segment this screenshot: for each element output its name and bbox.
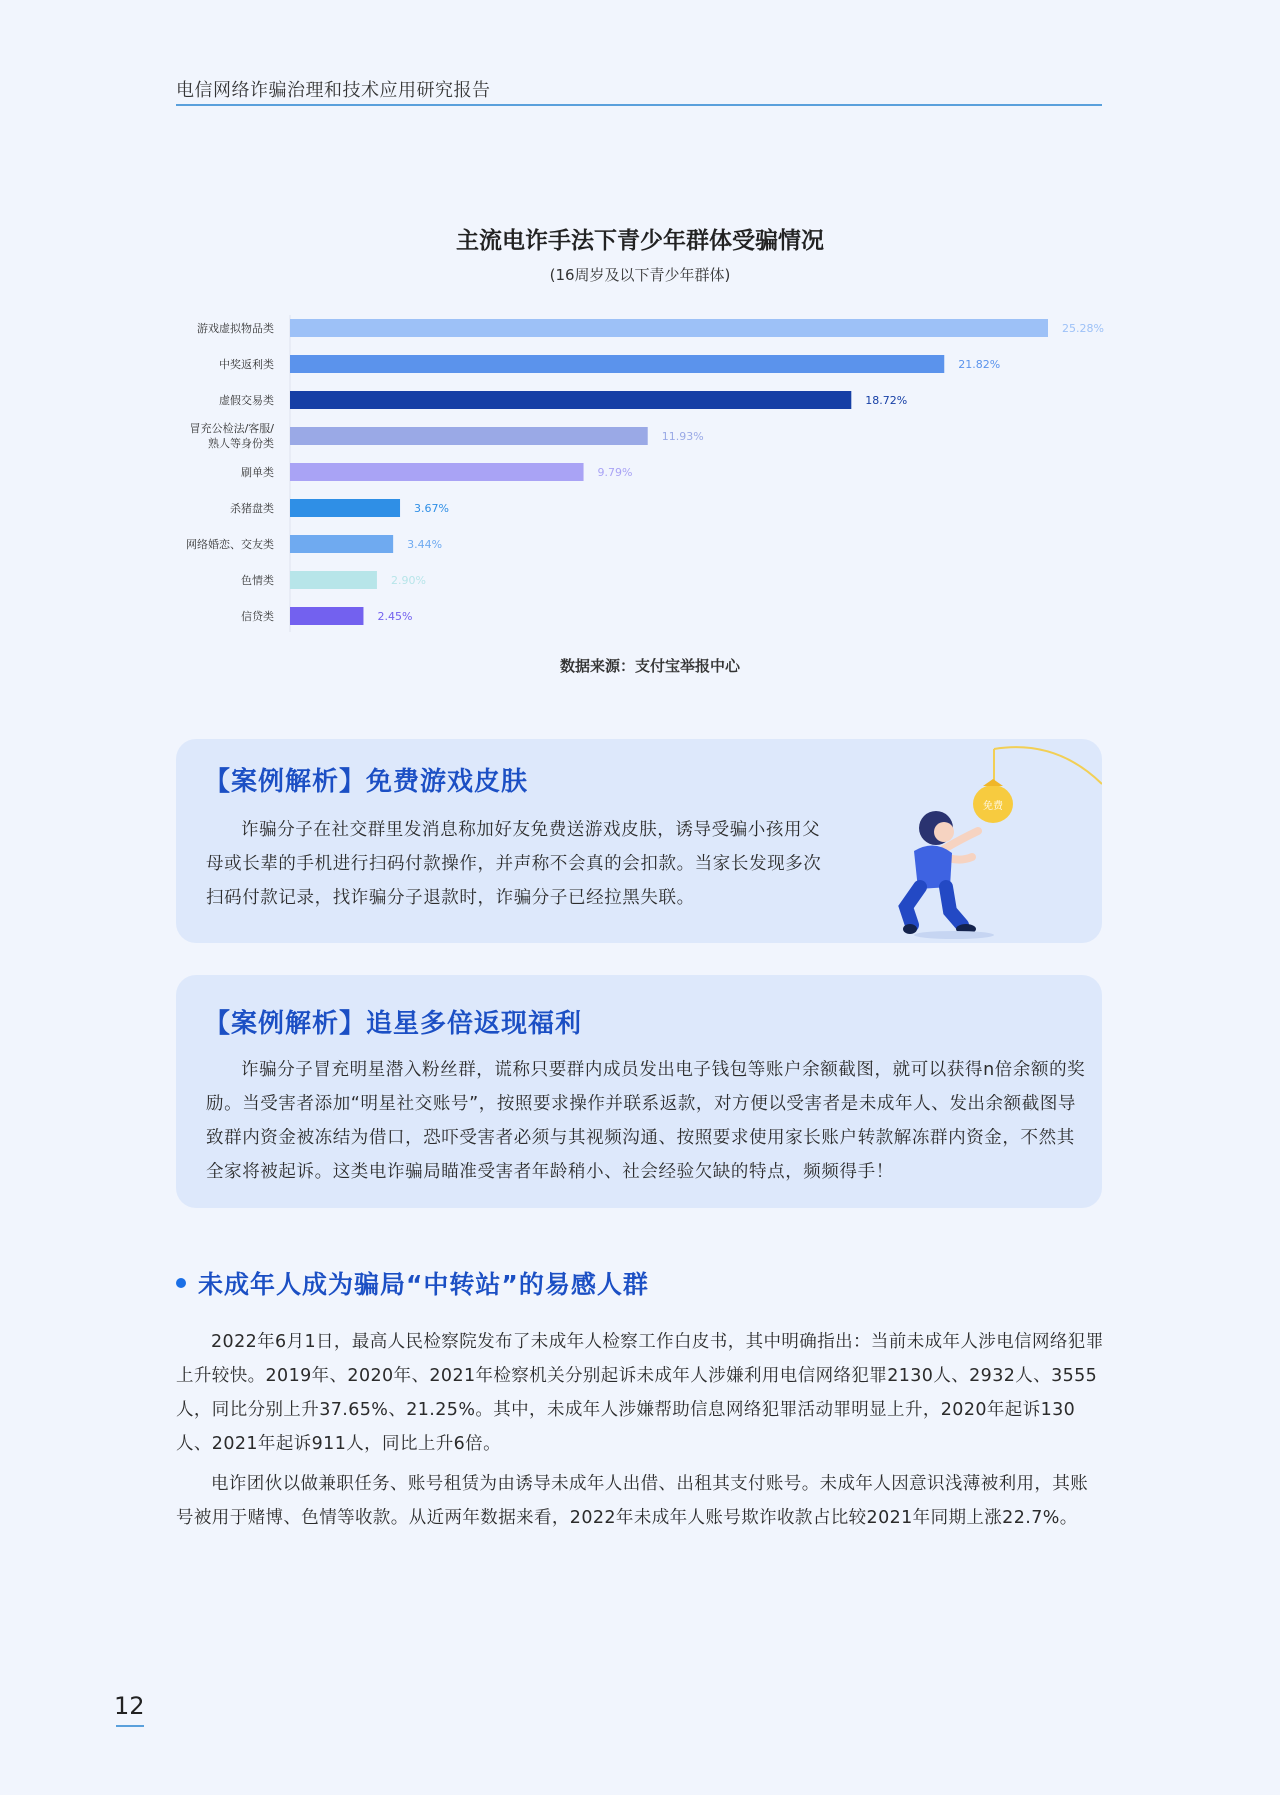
victim-category-bar-chart — [0, 300, 1280, 640]
chart-data-source: 数据来源：支付宝举报中心 — [559, 657, 740, 675]
bullet-dot-icon — [176, 1278, 186, 1288]
bar-0 — [290, 319, 1048, 337]
case-title: 【案例解析】免费游戏皮肤 — [204, 767, 529, 797]
bar-1 — [290, 355, 944, 373]
bar-7 — [290, 571, 377, 589]
fishing-line — [994, 747, 1102, 784]
bar-value-label-5: 3.67% — [414, 502, 449, 515]
case-body — [206, 813, 826, 915]
report-header-title: 电信网络诈骗治理和技术应用研究报告 — [176, 80, 491, 101]
case-title: 【案例解析】追星多倍返现福利 — [204, 1009, 583, 1039]
category-label-8-0: 信贷类 — [241, 610, 274, 623]
bar-value-label-7: 2.90% — [390, 574, 426, 587]
section-heading-text: 未成年人成为骗局“中转站”的易感人群 — [198, 1270, 649, 1299]
bar-value-label-4: 9.79% — [597, 466, 633, 479]
money-bag-label: 免费 — [983, 801, 1003, 812]
header-divider — [176, 104, 1102, 106]
case-body-text: 诈骗分子在社交群里发消息称加好友免费送游戏皮肤，诱导受骗小孩用父母或长辈的手机进行扫码付款操作，并声称不会真的会扣款。当家长发现多次扫码付款记录，找诈骗分子退款时，诈骗分子已经拉黑失联。 — [206, 820, 822, 908]
bar-4 — [290, 463, 584, 481]
bar-3 — [290, 427, 648, 445]
bar-value-label-8: 2.45% — [377, 610, 413, 623]
page-number-underline — [116, 1725, 144, 1727]
category-label-3-0: 冒充公检法/客服/ — [189, 422, 274, 435]
category-label-0-0: 游戏虚拟物品类 — [197, 322, 274, 335]
category-label-7-0: 色情类 — [241, 574, 274, 587]
chart-subtitle: (16周岁及以下青少年群体) — [549, 266, 731, 284]
case-card-free-game-skins — [176, 739, 1102, 943]
bar-value-label-6: 3.44% — [407, 538, 443, 551]
case-body — [206, 1053, 1086, 1189]
category-label-5-0: 杀猪盘类 — [230, 502, 274, 515]
category-label-2-0: 虚假交易类 — [219, 394, 274, 407]
bar-6 — [290, 535, 393, 553]
bar-5 — [290, 499, 400, 517]
category-label-6-0: 网络婚恋、交友类 — [186, 538, 274, 551]
bar-value-label-0: 25.28% — [1062, 322, 1104, 335]
case-body-text: 诈骗分子冒充明星潜入粉丝群，谎称只要群内成员发出电子钱包等账户余额截图，就可以获得n倍余额的奖励。当受害者添加“明星社交账号”，按照要求操作并联系返款，对方便以受害者是未成年人、发出余额截图导致群内资金被冻结为借口，恐吓受害者必须与其视频沟通、按照要求使用家长账户转款解冻群内资金，不然其全家将被起诉。这类电诈骗局瞄准受害者年龄稍小、社会经验欠缺的特点，频频得手！ — [206, 1060, 1086, 1182]
case-card-celebrity-cashback — [176, 975, 1102, 1208]
body-paragraph: 2022年6月1日，最高人民检察院发布了未成年人检察工作白皮书，其中明确指出：当前未成年人涉电信网络犯罪上升较快。2019年、2020年、2021年检察机关分别起诉未成年人涉嫌利用电信网络犯罪2130人、2932人、3555人，同比分别上升37.65%、21.25%。其中，未成年人涉嫌帮助信息网络犯罪活动罪明显上升，2020年起诉130人、2021年起诉911人，同比上升6倍。 — [176, 1332, 1104, 1454]
chart-title: 主流电诈手法下青少年群体受骗情况 — [456, 228, 824, 254]
bar-2 — [290, 391, 851, 409]
bar-8 — [290, 607, 363, 625]
section-heading — [176, 1265, 649, 1301]
page-number: 12 — [114, 1692, 145, 1720]
category-label-1-0: 中奖返利类 — [219, 358, 274, 371]
child-legs — [906, 887, 962, 925]
section-body — [176, 1325, 1104, 1541]
category-label-3-1: 熟人等身份类 — [208, 437, 274, 450]
category-label-4-0: 刷单类 — [241, 466, 274, 479]
bar-value-label-3: 11.93% — [661, 430, 704, 443]
bar-value-label-2: 18.72% — [865, 394, 908, 407]
body-paragraph: 电诈团伙以做兼职任务、账号租赁为由诱导未成年人出借、出租其支付账号。未成年人因意识浅薄被利用，其账号被用于赌博、色情等收款。从近两年数据来看，2022年未成年人账号欺诈收款占比较2021年同期上涨22.7%。 — [176, 1474, 1089, 1528]
running-child-illustration — [866, 739, 1102, 943]
bar-value-label-1: 21.82% — [958, 358, 1001, 371]
